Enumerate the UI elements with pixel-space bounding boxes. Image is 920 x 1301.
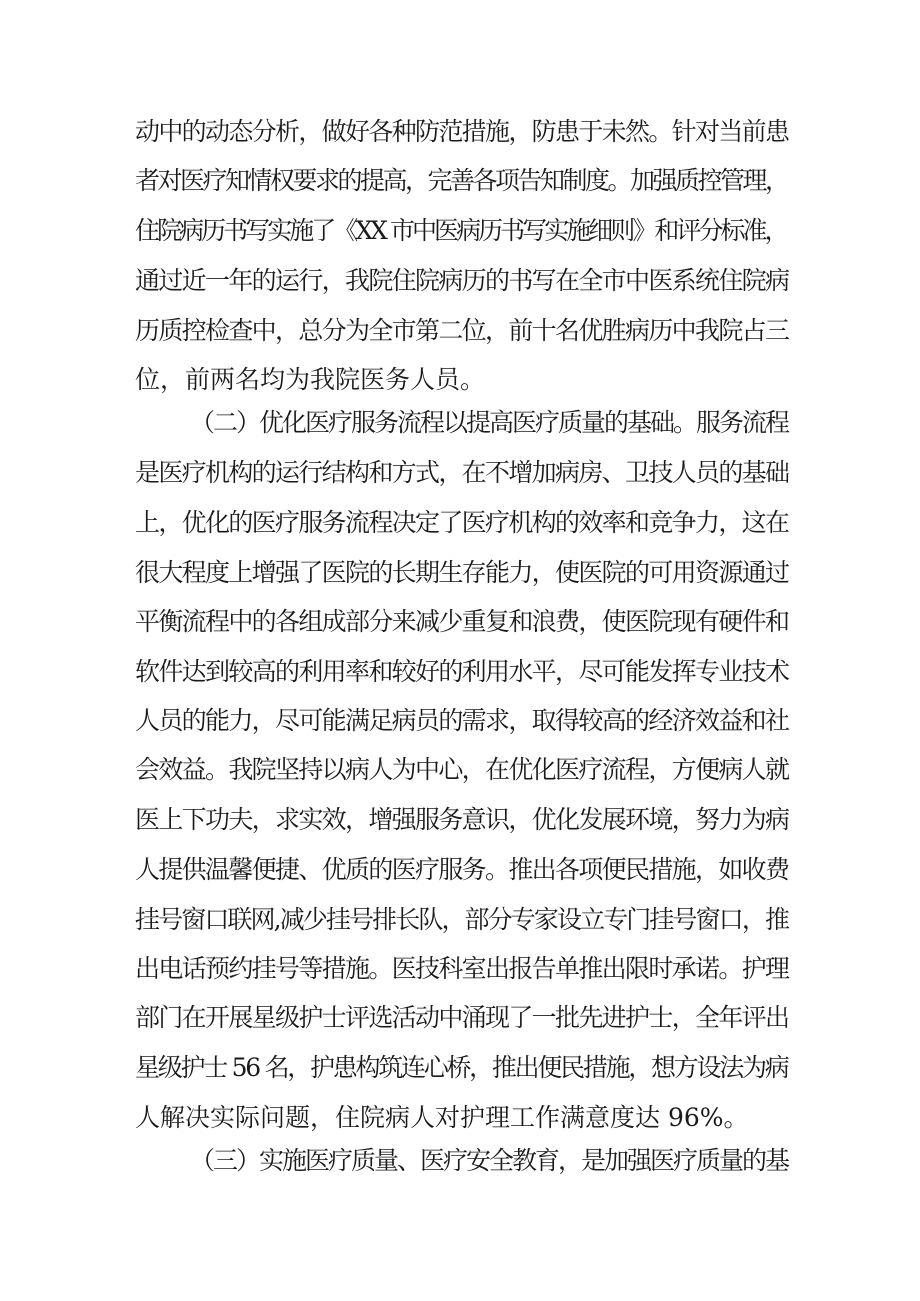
text-line: 上，优化的医疗服务流程决定了医疗机构的效率和竞争力，这在: [135, 508, 789, 537]
text-line: 挂号窗口联网,减少挂号排长队，部分专家设立专门挂号窗口，推: [135, 905, 789, 934]
text-line: 动中的动态分析，做好各种防范措施，防患于未然。针对当前患: [135, 117, 789, 146]
text-line: 很大程度上增强了医院的长期生存能力，使医院的可用资源通过: [135, 558, 789, 587]
text-line: 部门在开展星级护士评选活动中涌现了一批先进护士，全年评出: [135, 1003, 789, 1032]
text-line: 星级护士 56 名，护患构筑连心桥，推出便民措施，想方设法为病: [135, 1053, 788, 1082]
text-line: 人解决实际问题，住院病人对护理工作满意度达 96%。: [135, 1103, 749, 1132]
text-line: 者对医疗知情权要求的提高，完善各项告知制度。加强质控管理，: [135, 166, 788, 195]
text-line: 人员的能力，尽可能满足病员的需求，取得较高的经济效益和社: [135, 706, 789, 735]
text-line: 通过近一年的运行，我院住院病历的书写在全市中医系统住院病: [135, 266, 789, 295]
text-line: 是医疗机构的运行结构和方式，在不增加病房、卫技人员的基础: [135, 458, 789, 487]
section-heading-line: （三）实施医疗质量、医疗安全教育，是加强医疗质量的基: [190, 1146, 789, 1175]
text-line: 出电话预约挂号等措施。医技科室出报告单推出限时承诺。护理: [135, 954, 789, 983]
text-line: 住院病历书写实施了《XX 市中医病历书写实施细则》和评分标准，: [135, 216, 787, 245]
section-heading-line: （二）优化医疗服务流程以提高医疗质量的基础。服务流程: [190, 408, 789, 437]
text-line: 人提供温馨便捷、优质的医疗服务。推出各项便民措施，如收费: [135, 855, 789, 884]
text-line: 位，前两名均为我院医务人员。: [135, 365, 486, 394]
text-line: 软件达到较高的利用率和较好的利用水平，尽可能发挥专业技术: [135, 657, 789, 686]
text-line: 医上下功夫，求实效，增强服务意识，优化发展环境，努力为病: [135, 805, 789, 834]
text-line: 平衡流程中的各组成部分来减少重复和浪费，使医院现有硬件和: [135, 607, 789, 636]
text-line: 历质控检查中，总分为全市第二位，前十名优胜病历中我院占三: [135, 316, 789, 345]
text-line: 会效益。我院坚持以病人为中心，在优化医疗流程，方便病人就: [135, 755, 789, 784]
